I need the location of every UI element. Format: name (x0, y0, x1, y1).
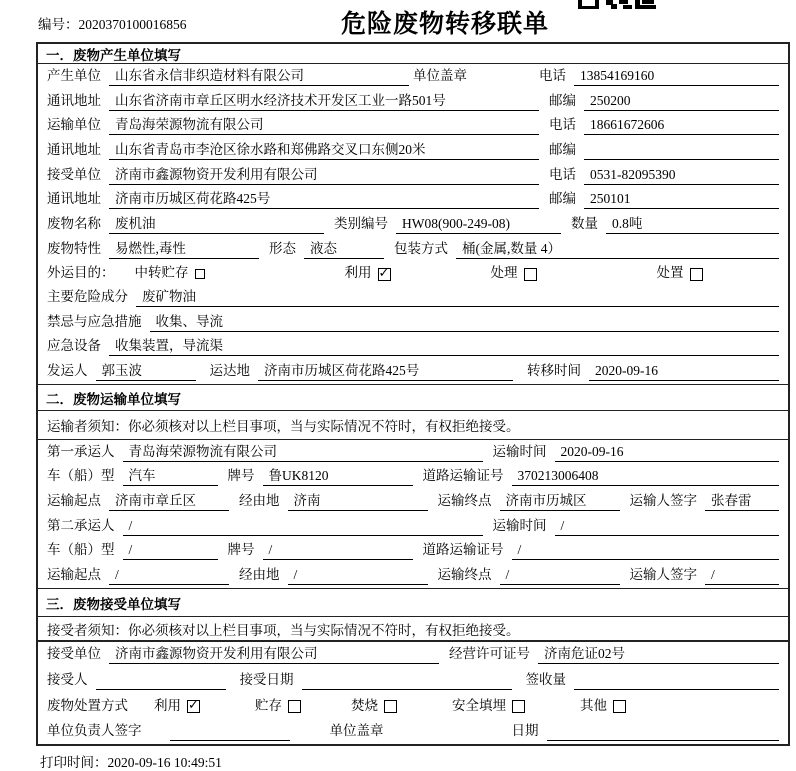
waste-form-label: 形态 (269, 240, 296, 256)
manifest-form (36, 42, 790, 746)
hazard-label: 主要危险成分 (47, 289, 128, 305)
transporter-address-value: 山东省青岛市李沧区徐水路和郑佛路交叉口东侧20米 (109, 141, 539, 160)
row-emergency-measures (47, 313, 779, 332)
destination-value: 济南市历城区荷花路425号 (258, 362, 513, 381)
route1-via-value: 济南 (288, 492, 428, 511)
print-time-label: 打印时间： (40, 755, 108, 770)
receiver-zip-value: 250101 (584, 190, 779, 209)
section3-body (38, 642, 788, 744)
waste-category-label: 类别编号 (334, 215, 388, 231)
route2-end-value: / (500, 566, 620, 585)
section3-notice: 接受者须知：你必须核对以上栏目事项，当与实际情况不符时，有权拒绝接受。 (38, 617, 788, 642)
license-label: 经营许可证号 (449, 646, 530, 662)
emergency-equipment-label: 应急设备 (47, 338, 101, 354)
disposal-option-store (255, 697, 301, 715)
producer-address-value: 山东省济南市章丘区明水经济技术开发区工业一路501号 (109, 92, 539, 111)
route2-via-value: / (288, 566, 428, 585)
purpose-transit-label: 中转贮存 (134, 265, 189, 281)
row-receiver (47, 166, 779, 185)
transporter-phone-value: 18661672606 (584, 116, 779, 135)
route2-sign-label: 运输人签字 (629, 567, 697, 583)
purpose-option-dispose (657, 264, 703, 282)
emergency-measures-value: 收集、导流 (150, 313, 780, 332)
route1-start-value: 济南市章丘区 (109, 492, 229, 511)
producer-phone-label: 电话 (539, 67, 566, 83)
row-receiver-address (47, 190, 779, 209)
emergency-measures-label: 禁忌与应急措施 (47, 313, 142, 329)
purpose-option-utilize (345, 264, 391, 282)
producer-zip-value: 250200 (584, 92, 779, 111)
date3-value (547, 722, 780, 741)
transport-time1-label: 运输时间 (492, 443, 547, 459)
vehicle-type1-value: 汽车 (123, 467, 218, 486)
waste-name-label: 废物名称 (47, 215, 101, 231)
page-header (0, 0, 796, 40)
acceptor-label: 接受人 (47, 672, 88, 688)
checkbox-treat (524, 268, 537, 281)
transporter-address-label: 通讯地址 (47, 141, 101, 157)
permit1-label: 道路运输证号 (422, 468, 504, 484)
row-transporter (47, 116, 779, 135)
receiver-zip-label: 邮编 (549, 191, 576, 207)
producer-phone-value: 13854169160 (574, 67, 779, 86)
checkbox-disposal-incinerate (384, 700, 397, 713)
packing-label: 包装方式 (394, 240, 448, 256)
disposal-option-landfill (452, 697, 525, 715)
waste-qty-value: 0.8吨 (606, 215, 779, 234)
row-vehicle1 (47, 467, 779, 486)
permit2-label: 道路运输证号 (422, 542, 504, 558)
purpose-label: 外运目的： (47, 265, 115, 281)
row-accept-unit (47, 645, 779, 664)
signed-qty-label: 签收量 (525, 672, 566, 688)
row-emergency-equipment (47, 337, 779, 356)
route1-sign-value: 张春雷 (705, 492, 779, 511)
accept-date-value (302, 671, 512, 690)
row-producer-address (47, 92, 779, 111)
transporter-label: 运输单位 (47, 117, 101, 133)
print-time (40, 751, 222, 771)
purpose-dispose-label: 处置 (656, 265, 684, 281)
waste-prop-value: 易燃性,毒性 (109, 240, 259, 259)
disposal-option-incinerate (351, 697, 397, 715)
checkbox-disposal-store (288, 700, 301, 713)
row-disposal-method (47, 697, 779, 715)
route2-end-label: 运输终点 (437, 567, 492, 583)
section3-header: 三．废物接受单位填写 (38, 588, 788, 617)
plate1-value: 鲁UK8120 (263, 467, 413, 486)
disposal-other-label: 其他 (580, 697, 607, 713)
row-hazard-components (47, 288, 779, 307)
second-carrier-value: / (123, 517, 483, 536)
route2-start-value: / (109, 566, 229, 585)
shipper-label: 发运人 (47, 363, 88, 379)
receiver-phone-label: 电话 (549, 166, 576, 182)
accept-unit-value: 济南市鑫源物资开发利用有限公司 (109, 645, 439, 664)
producer-value: 山东省永信非织造材料有限公司 (109, 67, 409, 86)
unit-seal3-label: 单位盖章 (329, 722, 384, 738)
route2-via-label: 经由地 (239, 567, 280, 583)
receiver-address-value: 济南市历城区荷花路425号 (109, 190, 539, 209)
waste-form-value: 液态 (304, 240, 384, 259)
row-shipper (47, 362, 779, 381)
transporter-zip-value (584, 141, 779, 160)
receiver-value: 济南市鑫源物资开发利用有限公司 (109, 166, 539, 185)
first-carrier-label: 第一承运人 (47, 443, 115, 459)
transporter-zip-label: 邮编 (549, 141, 576, 157)
receiver-label: 接受单位 (47, 166, 101, 182)
disposal-label: 废物处置方式 (47, 697, 128, 713)
disposal-store-label: 贮存 (255, 697, 282, 713)
receiver-phone-value: 0531-82095390 (584, 166, 779, 185)
purpose-utilize-label: 利用 (344, 265, 372, 281)
page-title: 危险废物转移联单 (340, 10, 549, 38)
shipper-value: 郭玉波 (96, 362, 196, 381)
plate2-value: / (263, 541, 413, 560)
row-route1 (47, 492, 779, 511)
checkbox-utilize (378, 268, 391, 281)
transport-time2-label: 运输时间 (492, 517, 547, 533)
section1-header: 一．废物产生单位填写 (38, 44, 788, 64)
disposal-option-other (580, 697, 626, 715)
producer-zip-label: 邮编 (549, 92, 576, 108)
purpose-option-transit (135, 264, 205, 282)
accept-date-label: 接受日期 (239, 672, 294, 688)
permit1-value: 370213006408 (512, 467, 780, 486)
row-route2 (47, 566, 779, 585)
route1-end-value: 济南市历城区 (500, 492, 620, 511)
transporter-value: 青岛海荣源物流有限公司 (109, 116, 539, 135)
signed-qty-value (574, 671, 779, 690)
row-first-carrier (47, 443, 779, 462)
checkbox-transit-storage (195, 269, 205, 279)
waste-category-value: HW08(900-249-08) (396, 215, 561, 234)
date3-label: 日期 (511, 722, 539, 738)
license-value: 济南危证02号 (538, 645, 779, 664)
responsible-sign-value (170, 722, 290, 741)
transport-time1-value: 2020-09-16 (555, 443, 780, 462)
waste-name-value: 废机油 (109, 215, 324, 234)
row-producer (47, 67, 779, 86)
checkbox-disposal-landfill (512, 700, 525, 713)
doc-number-value: 2020370100016856 (78, 17, 187, 32)
row-vehicle2 (47, 541, 779, 560)
route2-start-label: 运输起点 (47, 567, 101, 583)
qr-code-fragment-icon (578, 0, 658, 9)
section2-notice: 运输者须知：你必须核对以上栏目事项，当与实际情况不符时，有权拒绝接受。 (38, 411, 788, 440)
route2-sign-value: / (705, 566, 779, 585)
disposal-incinerate-label: 焚烧 (351, 697, 378, 713)
transporter-phone-label: 电话 (549, 117, 576, 133)
disposal-utilize-label: 利用 (154, 697, 181, 713)
doc-number-label: 编号： (38, 17, 79, 32)
vehicle-type2-value: / (123, 541, 218, 560)
vehicle-type1-label: 车（船）型 (47, 468, 115, 484)
packing-value: 桶(金属,数量 4） (456, 240, 779, 259)
plate1-label: 牌号 (227, 468, 255, 484)
section2-header: 二．废物运输单位填写 (38, 384, 788, 411)
responsible-sign-label: 单位负责人签字 (47, 722, 142, 738)
transfer-time-value: 2020-09-16 (589, 362, 779, 381)
row-transfer-purpose (47, 264, 779, 282)
accept-unit-label: 接受单位 (47, 646, 101, 662)
purpose-treat-label: 处理 (490, 265, 518, 281)
route1-sign-label: 运输人签字 (629, 493, 697, 509)
hazard-value: 废矿物油 (136, 288, 779, 307)
checkbox-disposal-other (613, 700, 626, 713)
route1-via-label: 经由地 (239, 493, 280, 509)
waste-prop-label: 废物特性 (47, 240, 101, 256)
second-carrier-label: 第二承运人 (47, 517, 115, 533)
producer-label: 产生单位 (47, 67, 101, 83)
section2-body (38, 440, 788, 588)
disposal-option-utilize (154, 697, 200, 715)
route1-start-label: 运输起点 (47, 493, 101, 509)
emergency-equipment-value: 收集装置，导流渠 (109, 337, 779, 356)
row-acceptor (47, 671, 779, 690)
checkbox-disposal-utilize (187, 700, 200, 713)
row-transporter-address (47, 141, 779, 160)
unit-seal-label: 单位盖章 (413, 67, 467, 83)
waste-qty-label: 数量 (571, 215, 598, 231)
row-waste-name (47, 215, 779, 234)
checkbox-dispose (690, 268, 703, 281)
print-time-value: 2020-09-16 10:49:51 (107, 755, 222, 770)
transport-time2-value: / (555, 517, 780, 536)
plate2-label: 牌号 (227, 542, 255, 558)
section1-body (38, 64, 788, 384)
permit2-value: / (512, 541, 780, 560)
disposal-landfill-label: 安全填埋 (452, 697, 506, 713)
receiver-address-label: 通讯地址 (47, 191, 101, 207)
row-responsible-sign (47, 722, 779, 741)
route1-end-label: 运输终点 (437, 493, 492, 509)
destination-label: 运达地 (209, 363, 250, 379)
row-waste-properties (47, 240, 779, 259)
vehicle-type2-label: 车（船）型 (47, 542, 115, 558)
transfer-time-label: 转移时间 (527, 363, 581, 379)
producer-address-label: 通讯地址 (47, 92, 101, 108)
row-second-carrier (47, 517, 779, 536)
first-carrier-value: 青岛海荣源物流有限公司 (123, 443, 483, 462)
purpose-option-treat (491, 264, 537, 282)
acceptor-value (96, 671, 226, 690)
